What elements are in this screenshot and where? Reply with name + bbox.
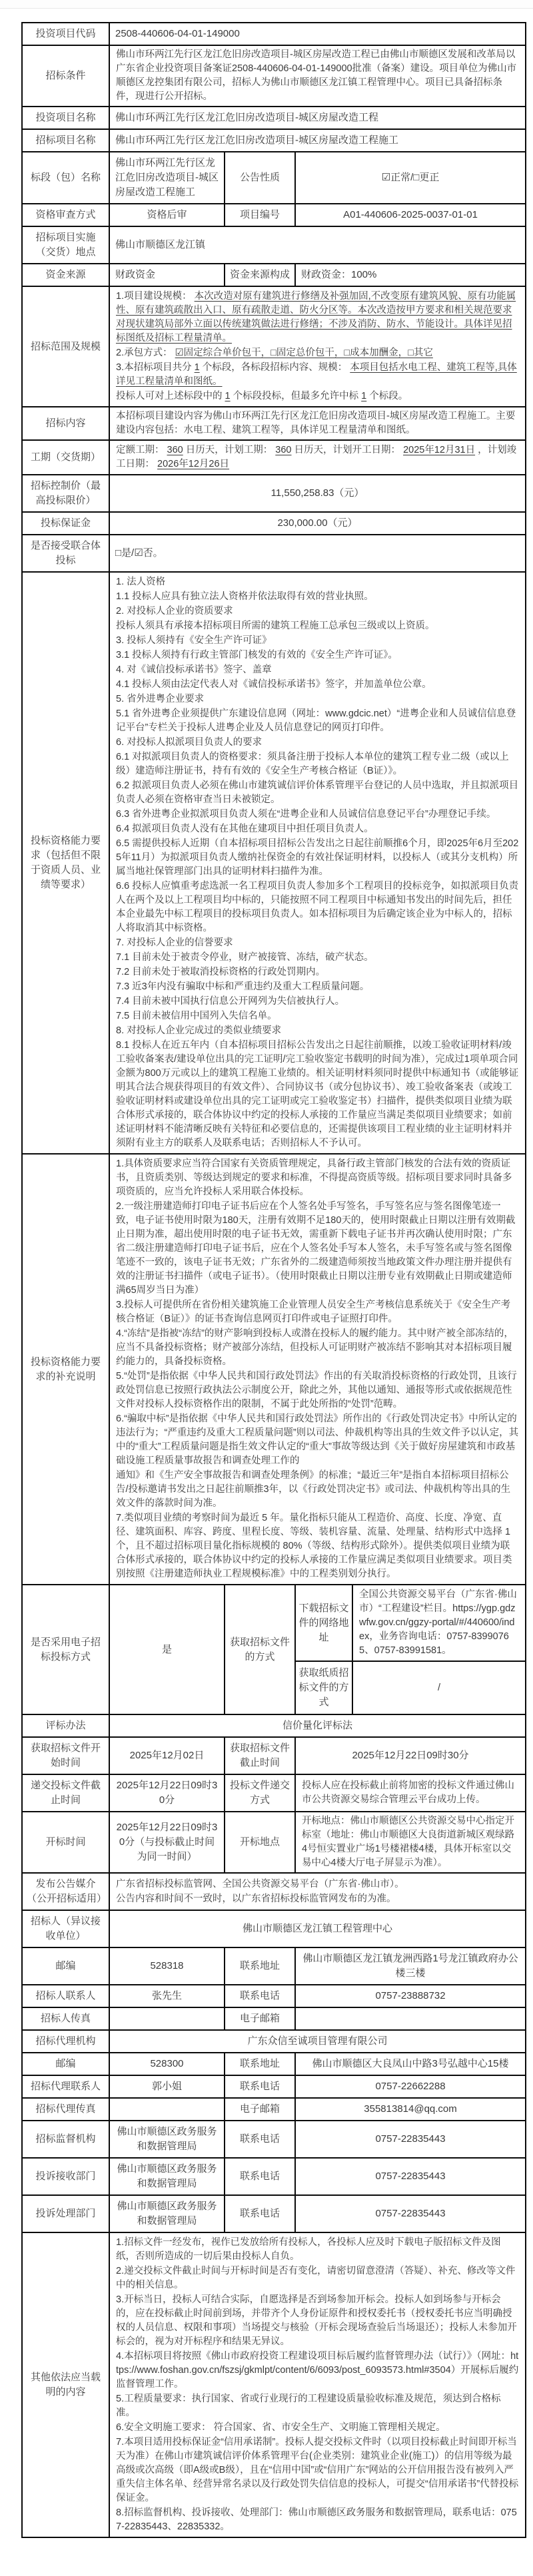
tenderer-label: 招标人（异议接收单位） [22, 1910, 109, 1947]
row-project-code [22, 23, 526, 45]
supervisor-phone-value: 0757-22835443 [295, 2121, 526, 2158]
qualification-mode-label: 资格审查方式 [22, 204, 109, 226]
tender-project-name-label: 招标项目名称 [22, 129, 109, 152]
control-price-value: 11,550,258.83（元） [109, 475, 526, 512]
row-section-name [22, 152, 526, 204]
agency-postcode-label: 邮编 [22, 2053, 109, 2075]
doc-obtain-grid [296, 1585, 525, 1714]
opening-time-label: 开标时间 [22, 1812, 109, 1873]
complaint-receive-phone-label: 联系电话 [225, 2158, 295, 2195]
row-supervisor [22, 2121, 526, 2158]
tenderer-fax-value [109, 2007, 225, 2030]
row-tenderer-fax [22, 2007, 526, 2030]
download-address-value: 全国公共资源交易平台（广东省·佛山市）“工程建设”栏目。https://ygp.gdzwfw.gov.cn/ggzy-portal/#/440600/index，业务咨询电话：0757-83990765、0757-83991581。 [353, 1585, 525, 1662]
row-agency [22, 2030, 526, 2053]
tenderer-phone-value: 0757-23888732 [295, 1985, 526, 2007]
row-agency-contact [22, 2075, 526, 2098]
row-tender-conditions [22, 45, 526, 107]
download-address-label: 下载招标文件的网络地址 [296, 1585, 353, 1662]
tender-project-name-value: 佛山市环两江先行区龙江危旧房改造项目-城区房屋改造工程施工 [109, 129, 526, 152]
submission-method-label: 投标文件递交方式 [225, 1774, 295, 1812]
electronic-bidding-label: 是否采用电子招标投标方式 [22, 1585, 109, 1714]
doc-start-time-value: 2025年12月02日 [109, 1737, 225, 1774]
row-tenderer-contact [22, 1985, 526, 2007]
row-qualification-mode [22, 204, 526, 226]
bid-bond-label: 投标保证金 [22, 512, 109, 535]
tenderer-postcode-label: 邮编 [22, 1947, 109, 1985]
evaluation-method-label: 评标办法 [22, 1714, 109, 1737]
opening-place-value: 开标地点：佛山市顺德区公共资源交易中心指定开标室（地址：佛山市顺德区大良街道新城区观绿路4号恒实置业广场1号楼裙楼4楼，具体开标室以交易中心4楼大厅电子屏显示为准）。 [295, 1812, 526, 1873]
funding-composition-value: 财政资金：100% [295, 264, 526, 286]
agency-value: 广东众信至诚项目管理有限公司 [109, 2030, 526, 2053]
tenderer-phone-label: 联系电话 [225, 1985, 295, 2007]
tender-scope-label: 招标范围及规模 [22, 286, 109, 407]
tenderer-address-label: 联系地址 [225, 1947, 295, 1985]
other-content-label: 其他依法应当载明的内容 [22, 2232, 109, 2537]
other-content-value: 1.招标文件一经发布，视作已发放给所有投标人，各投标人应及时下载电子版招标文件及图纸，否则所造成的一切后果由投标人自负。 2.递交投标文件截止时间与开标时间是否有变化，请密切留意澄清（答疑）、补充、修改等文件中的相关信息。 3.开标当日，投标人可结合实际，自愿选择是否到场参加开标会。投标人如到场参与开标会的，应在投标截止时间前到场，并带齐个人身份证原件和授权委托书（授权委托书应当明确授权的人员信息、权限和事项）当场提交与核验（开标会现场查验后当场退还）；投标人未参加开标会的，视为对开标程序和结果无异议。 4.本招标项目将按照《佛山市政府投资工程建设项目标后履约监督管理办法（试行）》（网址：https://www.foshan.gov.cn/fszsj/gkmlpt/content/6/6093/post_6093573.html#3504）开展标后履约监督管理工作。 5.工程质量要求：执行国家、省或行业现行的工程建设质量验收标准及规范，须达到合格标准。 6.安全文明施工要求： 符合国家、省、市安全生产、文明施工管理相关规定。 7.本项目适用投标保证金“信用承诺制”。投标人提交投标文件时（以项目投标截止时间即开标当天为准）在佛山市建筑诚信评价体系管理平台(企业类别：建筑业企业(施工)）的信用等级为最高级或次高级（即A级或B级），且在“信用中国”或“信用广东”网站的公开信用报告没有被列入严重失信主体名单、经营异常名录以及行政处罚失信信息的投标人，可提交“信用承诺书”代替投标保证金。 8.招标监督机构、投诉接收、处理部门：佛山市顺德区政务服务和数据管理局，联系电话：0757-22835443、22835332。 [109, 2232, 526, 2537]
agency-contact-value: 郭小姐 [109, 2075, 225, 2098]
row-tender-project-name [22, 129, 526, 152]
row-control-price [22, 475, 526, 512]
agency-email-label: 电子邮箱 [225, 2098, 295, 2121]
funding-composition-label: 资金来源构成 [225, 264, 295, 286]
section-name-value: 佛山市环两江先行区龙江危旧房改造项目-城区房屋改造工程施工 [109, 152, 225, 204]
tender-conditions-label: 招标条件 [22, 45, 109, 107]
supervisor-phone-label: 联系电话 [225, 2121, 295, 2158]
funding-source-label: 资金来源 [22, 264, 109, 286]
complaint-receive-phone-value: 0757-22835443 [295, 2158, 526, 2195]
row-submission [22, 1774, 526, 1812]
row-tenderer [22, 1910, 526, 1947]
row-duration [22, 440, 526, 475]
row-other-content [22, 2232, 526, 2537]
agency-phone-value: 0757-22662288 [295, 2075, 526, 2098]
qualification-requirements-value: 1. 法人资格 1.1 投标人应具有独立法人资格并依法取得有效的营业执照。 2. 对投标人企业的资质要求 投标人须具有承接本招标项目所需的建筑工程施工总承包三级或以上资质。 3. 投标人须持有《安全生产许可证》 3.1 投标人须持有行政主管部门核发的有效的《安全生产许可证》。 4. 对《诚信投标承诺书》签字、盖章 4.1 投标人须由法定代表人对《诚信投标承诺书》签字，并加盖单位公章。 5. 省外进粤企业要求 5.1 省外进粤企业须提供广东建设信息网（网址：www.gdcic.net）“进粤企业和人员诚信信息登记平台”专栏关于投标人进粤企业及人员信息登记的网页打印件。 6. 对投标人拟派项目负责人的要求 6.1 对拟派项目负责人的资格要求：须具备注册于投标人本单位的建筑工程专业二级（或以上级）建造师注册证书，持有有效的《安全生产考核合格证（B证）》。 6.2 拟派项目负责人必须在佛山市建筑诚信评价体系管理平台登记的人员中选取，并且拟派项目负责人必须在资格审查当日未被锁定。 6.3 省外进粤企业拟派项目负责人须在“进粤企业和人员诚信信息登记平台”办理登记手续。 6.4 拟派项目负责人没有在其他在建项目中担任项目负责人。 6.5 需提供投标人近期（自本招标项目招标公告发出之日起往前顺推6个月，即2025年6月至2025年11月）为拟派项目负责人缴纳社保资金的有效社保证明材料，以投标人（或其分支机构）所属当地社保管理部门出具的证明材料扫描件为准。 6.6 投标人应慎重考虑选派一名工程项目负责人参加多个工程项目的投标竞争，如拟派项目负责人在两个及以上工程项目均中标的，只能按照不同工程项目中标通知书发出的时间先后，担任本企业最先中标工程项目的投标项目负责人。如本招标项目为后确定该企业为中标人的，招标人将取消其中标资格。 7. 对投标人企业的信誉要求 7.1 目前未处于被责令停业，财产被接管、冻结，破产状态。 7.2 目前未处于被取消投标资格的行政处罚期内。 7.3 近3年内没有骗取中标和严重违约及重大工程质量问题。 7.4 目前未被中国执行信息公开网列为失信被执行人。 7.5 目前未被信用中国列入失信名单。 8. 对投标人企业完成过的类似业绩要求 8.1 投标人在近五年内（自本招标项目招标公告发出之日起往前顺推，以竣工验收证明材料/竣工验收备案表/建设单位出具的完工证明/完工验收鉴定书载明的时间为准），完成过1项单项合同金额为800万元或以上的建筑工程施工业绩的。相关证明材料须同时提供中标通知书（或能够证明其合法合规获得项目的有效文件）、合同协议书（或分包协议书）、竣工验收备案表（或竣工验收证明材料或建设单位出具的完工证明或完工验收鉴定书）扫描件，提供类似项目业绩为联合体形式承接的，联合体协议中约定的投标人承接的工作量应当满足类似项目业绩要求；如前述证明材料不能清晰反映有关特征和必要信息的，还需提供该项目工程业绩的业主证明材料并须附有业主方的联系人及联系电话；否则招标人不予认可。 [109, 572, 526, 1154]
paper-doc-value: / [438, 1682, 441, 1693]
qualification-mode-value: 资格后审 [109, 204, 225, 226]
doc-start-time-label: 获取招标文件开始时间 [22, 1737, 109, 1774]
evaluation-method-value: 信价量化评标法 [109, 1714, 526, 1737]
agency-address-value: 佛山市顺德区大良凤山中路3号弘越中心15楼 [295, 2053, 526, 2075]
delivery-location-value: 佛山市顺德区龙江镇 [109, 226, 526, 264]
tenderer-value: 佛山市顺德区龙江镇工程管理中心 [109, 1910, 526, 1947]
tenderer-contact-value: 张先生 [109, 1985, 225, 2007]
notice-nature-label: 公告性质 [225, 152, 295, 204]
page-top-divider [0, 0, 533, 9]
tender-announcement-table [21, 22, 526, 2538]
tender-conditions-value: 佛山市环两江先行区龙江危旧房改造项目-城区房屋改造工程已由佛山市顺德区发展和改革局以广东省企业投资项目备案证2508-440606-04-01-149000批准（备案）建设。项目单位为佛山市顺德区龙控集团有限公司，招标人为佛山市顺德区龙江镇工程管理中心。项目已具备招标条件，现进行公开招标。 [109, 45, 526, 107]
tenderer-address-value: 佛山市顺德区龙江镇龙洲西路1号龙江镇政府办公楼三楼 [295, 1947, 526, 1985]
complaint-receive-label: 投诉接收部门 [22, 2158, 109, 2195]
complaint-receive-value: 佛山市顺德区政务服务和数据管理局 [109, 2158, 225, 2195]
agency-address-label: 联系地址 [225, 2053, 295, 2075]
doc-obtain-method-label: 获取招标文件的方式 [225, 1585, 295, 1714]
delivery-location-label: 招标项目实施（交货）地点 [22, 226, 109, 264]
paper-doc-label: 获取纸质招标文件的方式 [296, 1662, 353, 1714]
control-price-label: 招标控制价（最高投标限价） [22, 475, 109, 512]
tenderer-email-value [295, 2007, 526, 2030]
row-complaint-handle [22, 2195, 526, 2232]
qualification-requirements-label: 投标资格能力要求（包括但不限于资质人员、业绩等要求） [22, 572, 109, 1154]
investment-project-name-value: 佛山市环两江先行区龙江危旧房改造项目-城区房屋改造工程 [109, 107, 526, 129]
agency-fax-label: 招标代理传真 [22, 2098, 109, 2121]
complaint-handle-phone-value: 0757-22835443 [295, 2195, 526, 2232]
duration-value: 定额工期： 360 日历天，计划工期： 360 日历天，计划开工日期： 2025年12月31日 ，计划竣工日期： 2026年12月26日 [109, 440, 526, 475]
consortium-label: 是否接受联合体投标 [22, 535, 109, 572]
row-doc-time [22, 1737, 526, 1774]
qualification-notes-label: 投标资格能力要求的补充说明 [22, 1154, 109, 1585]
row-bid-opening [22, 1812, 526, 1873]
doc-deadline-value: 2025年12月22日09时30分 [295, 1737, 526, 1774]
row-tenderer-postcode [22, 1947, 526, 1985]
row-funding-source [22, 264, 526, 286]
project-number-label: 项目编号 [225, 204, 295, 226]
row-tender-scope [22, 286, 526, 407]
funding-source-value: 财政资金 [109, 264, 225, 286]
opening-time-value: 2025年12月22日09时30分（与投标截止时间为同一时间） [109, 1812, 225, 1873]
complaint-handle-value: 佛山市顺德区政务服务和数据管理局 [109, 2195, 225, 2232]
agency-fax-value [109, 2098, 225, 2121]
agency-email-value: 355813814@qq.com [295, 2098, 526, 2121]
row-qualification-notes [22, 1154, 526, 1585]
announcement-media-label: 发布公告媒介（公开招标适用） [22, 1873, 109, 1910]
project-number-value: A01-440606-2025-0037-01-01 [295, 204, 526, 226]
duration-label: 工期（交货期） [22, 440, 109, 475]
row-delivery-location [22, 226, 526, 264]
agency-postcode-value: 528300 [109, 2053, 225, 2075]
row-agency-fax [22, 2098, 526, 2121]
tender-content-label: 招标内容 [22, 407, 109, 440]
project-code-label: 投资项目代码 [22, 23, 109, 45]
row-electronic-bidding [22, 1585, 526, 1714]
complaint-handle-phone-label: 联系电话 [225, 2195, 295, 2232]
agency-phone-label: 联系电话 [225, 2075, 295, 2098]
electronic-bidding-value: 是 [109, 1585, 225, 1714]
opening-place-label: 开标地点 [225, 1812, 295, 1873]
section-name-label: 标段（包）名称 [22, 152, 109, 204]
doc-deadline-label: 获取招标文件截止时间 [225, 1737, 295, 1774]
row-announcement-media [22, 1873, 526, 1910]
tender-scope-value: 1.项目建设规模： 本次改造对原有建筑进行修缮及补强加固,不改变原有建筑风貌、原有功能属性、原有建筑疏散出入口、原有疏散走道、防火分区等。本次改造按甲方要求和相关规范要求对现状建筑局部外立面以传统建筑做法进行修缮；不涉及消防、防水、节能设计。具体详见招标图纸及招标工程量清单。 2.承包方式： ☑固定综合单价包干，□固定总价包干，□成本加酬金，□其它 3.本招标项目共分 1 个标段，各标段招标内容、规模： 本项目包括水电工程、建筑工程等,具体详见工程量清单和图纸。 投标人可对上述标段中的 1 个标段投标，但最多允许中标 1 个标段。 [109, 286, 526, 407]
bid-bond-value: 230,000.00（元） [109, 512, 526, 535]
row-investment-project-name [22, 107, 526, 129]
supervisor-value: 佛山市顺德区政务服务和数据管理局 [109, 2121, 225, 2158]
tenderer-contact-label: 招标人联系人 [22, 1985, 109, 2007]
row-bid-bond [22, 512, 526, 535]
qualification-notes-value: 1.具体资质要求应当符合国家有关资质管理规定，具备行政主管部门核发的合法有效的资质证书，且资质类别、等级达到规定的要求和标准，不得提高资质等级。招标项目要求同时具备多项资质的，应当允许投标人采用联合体投标。 2.一级注册建造师打印电子证书后应在个人签名处手写签名，手写签名应与签名图像笔迹一致，电子证书使用时限为180天，注册有效期不足180天的，使用时限截止日期以注册有效期截止日期为准，超出使用时限的电子证书无效，需重新下载电子证书并再次确认使用时限；广东省二级注册建造师打印电子证书后，应在个人签名处手写本人签名，未手写签名或与签名图像笔迹不一致的，该电子证书无效；广东省外的二级建造师须按当地政策文件办理注册并提供有效的注册证书扫描件（或电子证书）。（使用时限截止日期以注册专业有效期截止日期或建造师满65周岁当日为准） 3.投标人可提供所在省份相关建筑施工企业管理人员安全生产考核信息系统关于《安全生产考核合格证（B证）》的证书查询信息网页打印件或电子证照打印件。 4.“冻结”是指被“冻结”的财产影响到投标人或潜在投标人的履约能力。其中财产被全部冻结的，应当不具备投标资格；财产被部分冻结，但投标人可证明财产被冻结不影响其对本招标项目履约能力的，具备投标资格。 5.“处罚”是指依据《中华人民共和国行政处罚法》作出的有关取消投标资格的行政处罚，且该行政处罚信息已按照行政执法公示制度公开，除此之外，其他以通知、通报等形式或依据规范性文件对投标人投标资格作出的限制，不属于此处所指的“处罚”范畴。 6.“骗取中标”是指依据《中华人民共和国行政处罚法》所作出的《行政处罚决定书》中所认定的违法行为；“严重违约及重大工程质量问题”则以司法、仲裁机构等出具的生效文件予以认定，其中的“重大”工程质量问题是指生效文件认定的“重大”事故等级达到《关于做好房屋建筑和市政基础设施工程质量事故报告和调查处理工作的 通知》和《生产安全事故报告和调查处理条例》的标准；“最近三年”是指自本招标项目招标公告/投标邀请书发出之日起往前顺推3年，以《行政处罚决定书》或司法、仲裁机构等出具的生效文件的落款时间为准。 7.类似项目业绩的考察时间为最近 5 年。量化指标只能从工程造价、高度、长度、净宽、直径、建筑面积、库容、跨度、里程长度、等级、装机容量、流量、处理量、结构形式中选择 1 个，且不超过招标项目量化指标规模的 80%（等级、结构形式除外）。提供类似项目业绩为联合体形式承接的，联合体协议中约定的投标人承接的工作量应满足类似项目业绩要求。项目类别按照《注册建造师执业工程规模标准》中的工程类别划分执行。 [109, 1154, 526, 1585]
notice-nature-value: ☑正常/□更正 [295, 152, 526, 204]
agency-label: 招标代理机构 [22, 2030, 109, 2053]
tenderer-email-label: 电子邮箱 [225, 2007, 295, 2030]
complaint-handle-label: 投诉处理部门 [22, 2195, 109, 2232]
submission-deadline-value: 2025年12月22日09时30分 [109, 1774, 225, 1812]
row-consortium [22, 535, 526, 572]
tenderer-postcode-value: 528318 [109, 1947, 225, 1985]
supervisor-label: 招标监督机构 [22, 2121, 109, 2158]
tenderer-fax-label: 招标人传真 [22, 2007, 109, 2030]
row-evaluation-method [22, 1714, 526, 1737]
announcement-media-value: 广东省招标投标监管网、全国公共资源交易平台（广东省·佛山市）。 公告内容和时间不一致时，以广东省招标投标监管网发布的为准。 [109, 1873, 526, 1910]
tender-content-value: 本招标项目建设内容为佛山市环两江先行区龙江危旧房改造项目-城区房屋改造工程施工。主要建设内容包括：水电工程、建筑工程等，具体详见工程量清单和图纸。 [109, 407, 526, 440]
submission-deadline-label: 递交投标文件截止时间 [22, 1774, 109, 1812]
consortium-value: □是/☑否。 [109, 535, 526, 572]
submission-method-value: 投标人应在投标截止前将加密的投标文件通过佛山市公共资源交易综合管理云平台成功上传。 [295, 1774, 526, 1812]
row-complaint-receive [22, 2158, 526, 2195]
row-tender-content [22, 407, 526, 440]
project-code-value: 2508-440606-04-01-149000 [109, 23, 526, 45]
row-qualification-requirements [22, 572, 526, 1154]
investment-project-name-label: 投资项目名称 [22, 107, 109, 129]
agency-contact-label: 招标代理联系人 [22, 2075, 109, 2098]
doc-obtain-method-cell [295, 1585, 526, 1714]
row-agency-postcode [22, 2053, 526, 2075]
